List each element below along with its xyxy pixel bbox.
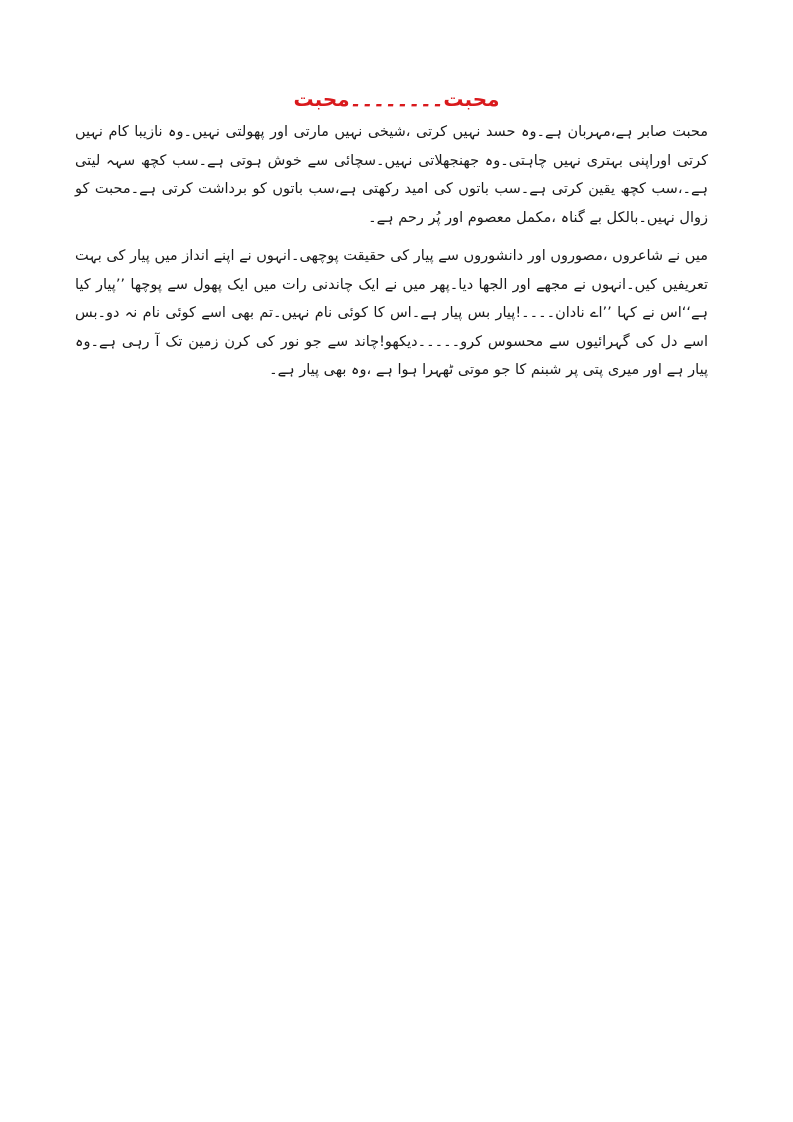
paragraph-flower-conversation: میں نے شاعروں ،مصوروں اور دانشوروں سے پیار کی حقیقت پوچھی۔انہوں نے اپنے انداز میں پیار کی بہت تعریفیں کیں۔انہوں نے مجھے اور الجھا دیا۔پھر میں نے ایک چاندنی رات میں ایک پھول سے پوچھا ’’پیار کیا ہے‘‘اس نے کہا ’’اے نادان۔۔۔۔!پیار بس پیار ہے۔اس کا کوئی نام نہیں۔تم بھی اسے کوئی نام نہ دو۔بس اسے دل کی گہرائیوں سے محسوس کرو۔۔۔۔۔دیکھو!چاند سے جو نور کی کرن زمین تک آ رہی ہے۔وہ پیار ہے اور میری پتی پر شبنم کا جو موتی ٹھہرا ہوا ہے ،وہ بھی پیار ہے۔ [75, 248, 708, 378]
paragraph-love-virtues: محبت صابر ہے،مہربان ہے۔وہ حسد نہیں کرتی ،شیخی نہیں مارتی اور پھولتی نہیں۔وہ نازیبا کام نہیں کرتی اوراپنی بہتری نہیں چاہتی۔وہ جھنجھلاتی نہیں۔سچائی سے خوش ہوتی ہے۔سب کچھ سہہ لیتی ہے۔،سب کچھ یقین کرتی ہے۔سب باتوں کی امید رکھتی ہے،سب باتوں کو برداشت کرتی ہے۔محبت کو زوال نہیں۔بالکل بے گناہ ،مکمل معصوم اور پُر رحم ہے۔ [75, 124, 708, 226]
document-title: محبت۔۔۔۔۔۔۔۔محبت [293, 87, 500, 111]
